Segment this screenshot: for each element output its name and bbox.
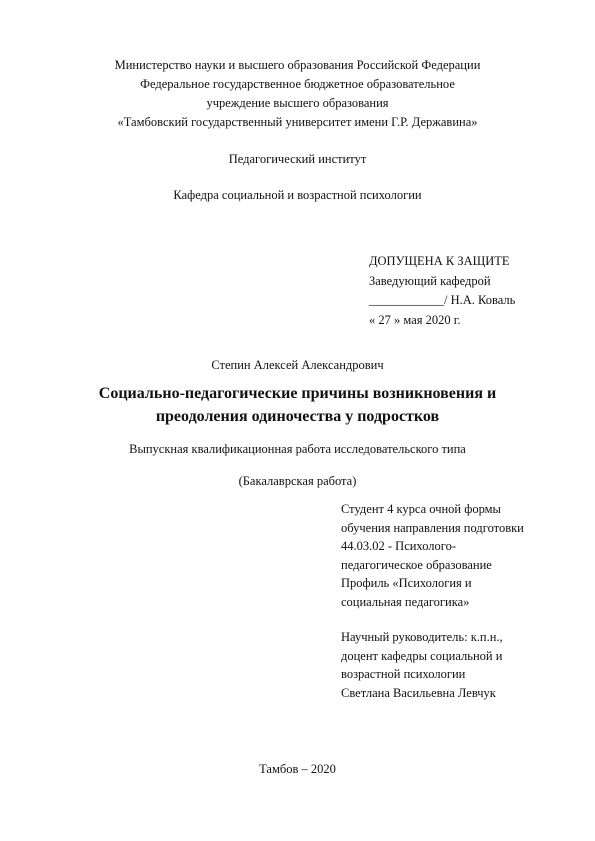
supervisor-line: возрастной психологии (341, 667, 466, 681)
thesis-title (0, 382, 595, 428)
student-line: Профиль «Психология и (341, 576, 472, 590)
approval-position: Заведующий кафедрой (369, 273, 491, 288)
student-line: педагогическое образование (341, 557, 492, 572)
approval-block (369, 252, 515, 330)
student-line: социальная педагогика» (341, 594, 470, 609)
student-line: 44.03.02 - Психолого- (341, 539, 457, 553)
thesis-title-line: преодоления одиночества у подростков (155, 408, 440, 425)
student-line: обучения направления подготовки (341, 520, 524, 535)
supervisor-line: Научный руководитель: к.п.н., (341, 630, 503, 644)
supervisor-name: Светлана Васильевна Левчук (341, 685, 496, 700)
student-info (341, 500, 524, 611)
degree-type: (Бакалаврская работа) (238, 474, 357, 488)
thesis-title-line: Социально-педагогические причины возникновения и (98, 385, 497, 402)
approval-signature: ____________/ Н.А. Коваль (369, 293, 516, 307)
author-name: Степин Алексей Александрович (211, 358, 384, 372)
ministry-line: Министерство науки и высшего образования Российской Федерации (114, 58, 481, 72)
approval-date: « 27 » мая 2020 г. (369, 312, 461, 327)
department-name: Кафедра социальной и возрастной психологии (173, 188, 422, 202)
ministry-header (0, 56, 595, 132)
university-name: «Тамбовский государственный университет имени Г.Р. Державина» (117, 115, 478, 129)
city-year: Тамбов – 2020 (259, 762, 336, 776)
student-line: Студент 4 курса очной формы (341, 502, 501, 516)
supervisor-line: доцент кафедры социальной и (341, 648, 503, 663)
approval-heading: ДОПУЩЕНА К ЗАЩИТЕ (369, 254, 510, 268)
institute-name: Педагогический институт (228, 152, 367, 166)
work-type: Выпускная квалификационная работа исследовательского типа (129, 442, 466, 456)
ministry-line: Федеральное государственное бюджетное образовательное (140, 77, 455, 91)
ministry-line: учреждение высшего образования (206, 96, 389, 110)
supervisor-info (341, 628, 503, 702)
